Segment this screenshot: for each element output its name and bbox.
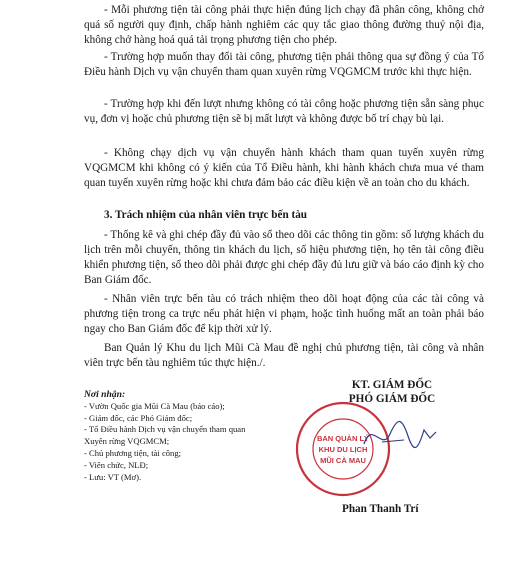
paragraph-4-text: - Không chạy dịch vụ vận chuyển hành khách tham quan tuyến xuyên rừng VQGMCM khi không có ý kiến của Tổ Điều hành, khi hành khách chưa mua vé tham quan tuyến xuyên rừng hoặc khi chưa đảm bảo các điều kiện về an toàn cho du khách. [84, 147, 484, 189]
section-3-heading: 3. Trách nhiệm của nhân viên trực bến tàu [104, 209, 308, 221]
paragraph-7-text: Ban Quản lý Khu du lịch Mũi Cà Mau đề nghị chủ phương tiện, tài công và nhân viên trực bến tàu nghiêm túc thực hiện./. [84, 342, 484, 369]
signature-line-2: PHÓ GIÁM ĐỐC [348, 393, 436, 405]
paragraph-7 [84, 341, 484, 371]
recipient-item: - Vườn Quốc gia Mũi Cà Mau (báo cáo); [84, 400, 225, 411]
recipient-item: - Tổ Điều hành Dịch vụ vận chuyển tham quan [84, 424, 246, 435]
recipient-item: - Giám đốc, các Phó Giám đốc; [84, 412, 193, 423]
recipient-item: Xuyên rừng VQGMCM; [84, 436, 170, 447]
paragraph-3-text: - Trường hợp khi đến lượt nhưng không có tài công hoặc phương tiện sẵn sàng phục vụ, đơn vị hoặc chủ phương tiện sẽ bị mất lượt và không được bố trí chạy bù lại. [84, 98, 484, 125]
paragraph-1-text: - Mỗi phương tiện tài công phải thực hiện đúng lịch chạy đã phân công, không chở quá số người quy định, chấp hành nghiêm các quy tắc giao thông đường thuỷ nội địa, không chở hàng hoá quá tải trọng phương tiện cho phép. [84, 4, 484, 46]
paragraph-1 [84, 3, 484, 48]
paragraph-2 [84, 50, 484, 80]
recipient-item: - Viên chức, NLĐ; [84, 459, 149, 470]
paragraph-2-text: - Trường hợp muốn thay đổi tài công, phương tiện phải thông qua sự đồng ý của Tổ Điều hành Dịch vụ vận chuyển tham quan xuyên rừng VQGMCM trước khi thực hiện. [84, 51, 484, 78]
paragraph-4 [84, 146, 484, 191]
paragraph-6-text: - Nhân viên trực bến tàu có trách nhiệm theo dõi hoạt động của các tài công và phương tiện trong ca trực nếu phát hiện vi phạm, hoặc tình huống mất an toàn phải báo ngay cho Ban Giám đốc để kịp thời xử lý. [84, 293, 484, 335]
recipients-title: Nơi nhận: [84, 389, 126, 400]
paragraph-5 [84, 228, 484, 288]
signer-name: Phan Thanh Trí [342, 503, 419, 515]
stamp-text: BAN QUẢN LÝ [316, 434, 370, 443]
stamp-text: KHU DU LỊCH [318, 445, 368, 454]
handwritten-signature [360, 412, 440, 462]
recipient-item: - Lưu: VT (Mơ). [84, 471, 142, 482]
recipient-item: - Chủ phương tiện, tài công; [84, 447, 182, 458]
paragraph-3 [84, 97, 484, 127]
paragraph-6 [84, 292, 484, 337]
paragraph-5-text: - Thống kê và ghi chép đầy đủ vào sổ theo dõi các thông tin gồm: số lượng khách du lịch trên mỗi chuyến, thông tin khách du lịch, số hiệu phương tiện, họ tên tài công điều khiển phương tiện, sổ theo dõi phải được ghi chép đầy đủ lưu giữ và báo cáo định kỳ cho Ban Giám đốc. [84, 229, 484, 286]
stamp-text: MŨI CÀ MAU [320, 456, 366, 465]
recipients-block [84, 389, 314, 483]
signature-line-1: KT. GIÁM ĐỐC [351, 379, 433, 391]
